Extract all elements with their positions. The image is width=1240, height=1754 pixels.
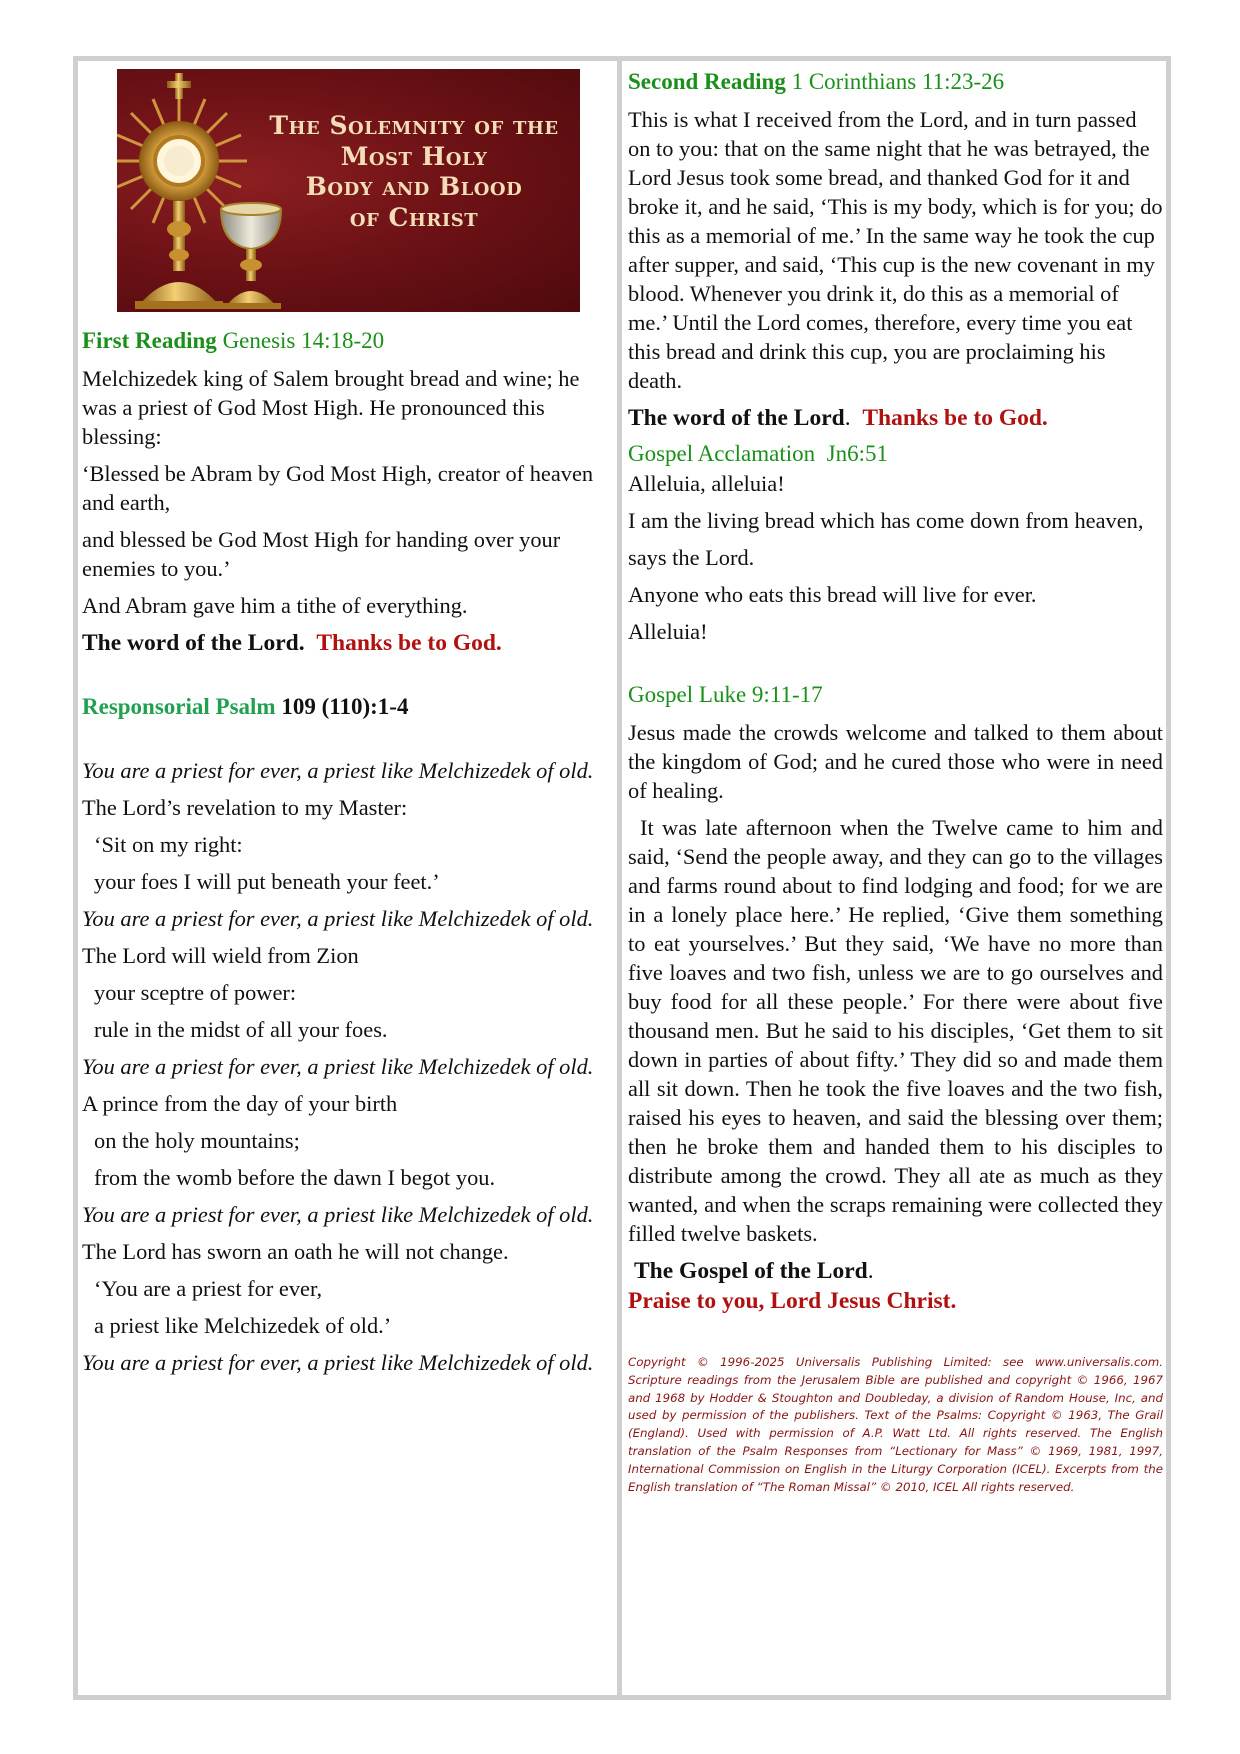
first-reading-paragraph: ‘Blessed be Abram by God Most High, creator of heaven and earth, xyxy=(82,461,594,515)
psalm-line: A prince from the day of your birth xyxy=(82,1091,398,1116)
left-column xyxy=(82,60,614,1377)
second-reading-label: Second Reading xyxy=(628,69,786,94)
closing-text: The word of the Lord xyxy=(628,405,845,431)
acclamation-line: Alleluia! xyxy=(628,619,708,644)
second-reading-text: This is what I received from the Lord, and in turn passed on to you: that on the same night that he was betrayed, the Lord Jesus took some bread, and thanked God for it and broke it, and he said, ‘This is my body, which is for you; do this as a memorial of me.’ In the same way he took the cup after supper, and said, ‘This cup is the new covenant in my blood. Whenever you drink it, do this as a memorial of me.’ Until the Lord comes, therefore, every time you eat this bread and drink this cup, you are proclaiming his death. xyxy=(628,107,1163,393)
psalm-line: your foes I will put beneath your feet.’ xyxy=(94,869,440,894)
response-text: Thanks be to God. xyxy=(316,630,502,656)
banner-title xyxy=(255,111,573,233)
closing-text: The Gospel of the Lord xyxy=(634,1258,868,1284)
psalm-label: Responsorial Psalm xyxy=(82,694,276,719)
first-reading-paragraph: and blessed be God Most High for handing over your enemies to you.’ xyxy=(82,527,561,581)
gospel-ref: Luke 9:11-17 xyxy=(698,682,823,707)
first-reading-paragraph: And Abram gave him a tithe of everything. xyxy=(82,593,468,618)
second-reading-response: The word of the Lord. Thanks be to God. xyxy=(628,405,1048,431)
gospel-label: Gospel xyxy=(628,682,694,707)
psalm-line: a priest like Melchizedek of old.’ xyxy=(94,1313,392,1338)
banner-title-line: Body and Blood xyxy=(305,172,523,201)
gospel-closing: The Gospel of the Lord. xyxy=(634,1258,874,1284)
acclamation-line: says the Lord. xyxy=(628,545,755,570)
psalm-response: You are a priest for ever, a priest like Melchizedek of old. xyxy=(82,906,594,931)
psalm-line: ‘Sit on my right: xyxy=(94,832,243,857)
closing-text: The word of the Lord. xyxy=(82,630,305,656)
psalm-line: from the womb before the dawn I begot you. xyxy=(94,1165,496,1190)
column-divider xyxy=(617,56,622,1700)
acclamation-line: Alleluia, alleluia! xyxy=(628,471,785,496)
banner-title-line: of Christ xyxy=(349,202,479,232)
second-reading-heading xyxy=(628,67,1163,97)
right-column xyxy=(628,60,1163,1496)
psalm-response: You are a priest for ever, a priest like Melchizedek of old. xyxy=(82,1350,594,1375)
second-reading-ref: 1 Corinthians 11:23-26 xyxy=(785,69,1005,94)
psalm-response: You are a priest for ever, a priest like Melchizedek of old. xyxy=(82,758,594,783)
copyright-notice: Copyright © 1996-2025 Universalis Publishing Limited: see www.universalis.com. Scripture readings from the Jerusalem Bible are published and copyright © 1966, 1967 and 1968 by Hodder & Stoughton and Doubleday, a division of Random House, Inc, and used by permission of the publishers. Text of the Psalms: Copyright © 1963, The Grail (England). Used with permission of A.P. Watt Ltd. All rights reserved. The English translation of the Psalm Responses from “Lectionary for Mass” © 1969, 1981, 1997, International Commission on English in the Liturgy Corporation (ICEL). Excerpts from the English translation of “The Roman Missal” © 2010, ICEL All rights reserved. xyxy=(628,1355,1163,1494)
psalm-line: The Lord has sworn an oath he will not change. xyxy=(82,1239,509,1264)
acclamation-heading xyxy=(628,439,1163,469)
first-reading-ref: Genesis 14:18-20 xyxy=(216,328,385,353)
first-reading-heading xyxy=(82,326,614,356)
first-reading-paragraph: Melchizedek king of Salem brought bread and wine; he was a priest of God Most High. He pronounced this blessing: xyxy=(82,366,580,449)
gospel-paragraph: It was late afternoon when the Twelve came to him and said, ‘Send the people away, and they can go to the villages and farms round about to find lodging and food; for we are in a lonely place here.’ He replied, ‘Give them something to eat yourselves.’ But they said, ‘We have no more than five loaves and two fish, unless we are to go ourselves and buy food for all these people.’ For there were about five thousand men. But he said to his disciples, ‘Get them to sit down in parties of about fifty.’ They did so and made them all sit down. Then he took the five loaves and the two fish, raised his eyes to heaven, and said the blessing over them; then he broke them and handed them to his disciples to distribute among the crowd. They all ate as much as they wanted, and when the scraps remaining were collected they filled twelve baskets. xyxy=(628,815,1163,1246)
first-reading-label: First Reading xyxy=(82,328,217,353)
psalm-line: rule in the midst of all your foes. xyxy=(94,1017,388,1042)
first-reading-response xyxy=(82,628,614,658)
gospel-paragraph: Jesus made the crowds welcome and talked to them about the kingdom of God; and he cured those who were in need of healing. xyxy=(628,720,1163,803)
psalm-line: your sceptre of power: xyxy=(94,980,297,1005)
psalm-response: You are a priest for ever, a priest like Melchizedek of old. xyxy=(82,1054,594,1079)
psalm-line: ‘You are a priest for ever, xyxy=(94,1276,323,1301)
solemnity-banner xyxy=(117,69,580,312)
psalm-response: You are a priest for ever, a priest like Melchizedek of old. xyxy=(82,1202,594,1227)
gospel-heading xyxy=(628,680,1163,710)
gospel-response-line xyxy=(628,1286,1163,1316)
response-text: Thanks be to God. xyxy=(862,405,1048,431)
acclamation-ref: Jn6:51 xyxy=(826,441,888,466)
banner-title-line: Most Holy xyxy=(340,141,488,171)
acclamation-line: I am the living bread which has come down from heaven, xyxy=(628,508,1144,533)
psalm-line: on the holy mountains; xyxy=(94,1128,300,1153)
response-text: Praise to you, Lord Jesus Christ. xyxy=(628,1288,957,1314)
psalm-ref: 109 (110):1-4 xyxy=(275,694,409,719)
banner-title-line: The Solemnity of the xyxy=(269,111,559,140)
psalm-line: The Lord’s revelation to my Master: xyxy=(82,795,408,820)
psalm-line: The Lord will wield from Zion xyxy=(82,943,359,968)
psalm-heading xyxy=(82,692,614,722)
acclamation-label: Gospel Acclamation xyxy=(628,441,816,466)
acclamation-line: Anyone who eats this bread will live for ever. xyxy=(628,582,1037,607)
